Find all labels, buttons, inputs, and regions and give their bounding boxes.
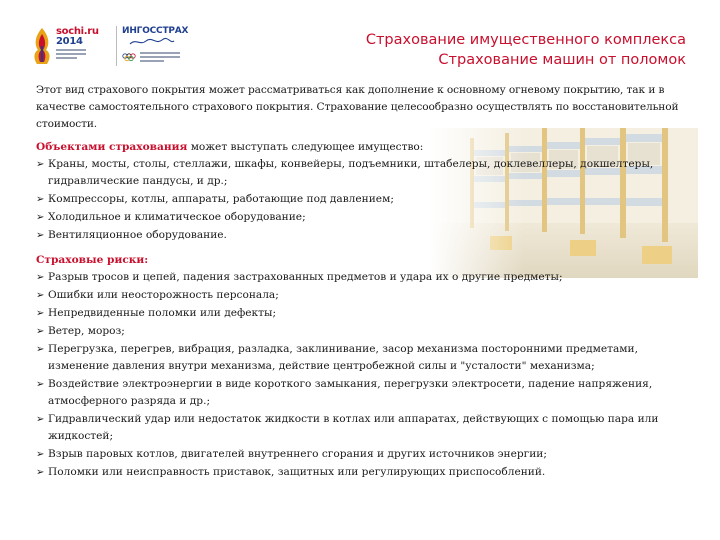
arrow-bullet-icon: ➢ — [36, 212, 45, 223]
objects-heading-title: Объектами страхования — [36, 141, 188, 153]
logo-divider — [116, 26, 117, 66]
sochi-2014-logo — [30, 24, 112, 68]
arrow-bullet-icon: ➢ — [36, 467, 45, 478]
intro-paragraph: Этот вид страхового покрытия может рассматриваться как дополнение к основному огневому покрытию, так и в качестве самостоятельного страхового покрытия. Страхование целесообразно осуществлять по восстановительной стоимости. — [36, 84, 679, 130]
arrow-bullet-icon: ➢ — [36, 290, 45, 301]
logo-block — [30, 20, 190, 72]
list-item: ➢ Компрессоры, котлы, аппараты, работающие под давлением; — [36, 191, 686, 208]
list-item: ➢ Холодильное и климатическое оборудование; — [36, 209, 686, 226]
list-item: ➢ Воздействие электроэнергии в виде короткого замыкания, перегрузки электросети, падение напряжения, атмосферного разряда и др.; — [36, 378, 653, 407]
olympic-rings-icon — [122, 52, 136, 62]
arrow-bullet-icon: ➢ — [36, 272, 45, 283]
arrow-bullet-icon: ➢ — [36, 230, 45, 241]
title-line-1: Страхование имущественного комплекса — [365, 32, 686, 48]
ingosstrakh-signature-icon — [128, 37, 176, 47]
list-item: ➢ Ветер, мороз; — [36, 323, 686, 340]
arrow-bullet-icon: ➢ — [36, 449, 45, 460]
arrow-bullet-icon: ➢ — [36, 326, 45, 337]
objects-list — [36, 156, 686, 244]
list-item: ➢ Гидравлический удар или недостаток жидкости в котлах или аппаратах, действующих с помощью пара или жидкостей; — [36, 413, 659, 442]
ingosstrakh-logo-fineprint — [140, 52, 180, 64]
arrow-bullet-icon: ➢ — [36, 344, 45, 355]
arrow-bullet-icon: ➢ — [36, 379, 45, 390]
objects-heading-rest: может выступать следующее имущество: — [187, 141, 424, 153]
list-item: ➢ Перегрузка, перегрев, вибрация, разладка, заклинивание, засор механизма посторонними предметами, изменение давления внутри механизма, действие центробежной силы и "усталости" механизма; — [36, 343, 638, 372]
risks-heading: Страховые риски: — [36, 254, 149, 266]
list-item: ➢ Ошибки или неосторожность персонала; — [36, 287, 686, 304]
objects-heading — [36, 139, 686, 156]
page-title — [366, 30, 686, 70]
ingosstrakh-logo — [122, 26, 188, 70]
list-item: ➢ Вентиляционное оборудование. — [36, 227, 686, 244]
arrow-bullet-icon: ➢ — [36, 308, 45, 319]
sochi-logo-fineprint — [56, 49, 86, 65]
arrow-bullet-icon: ➢ — [36, 194, 45, 205]
ingosstrakh-brand: ИНГОССТРАХ — [122, 26, 189, 36]
list-item: ➢ Поломки или неисправность приставок, защитных или регулирующих приспособлений. — [36, 464, 686, 481]
sochi-wordmark: sochi.ru 2014 — [56, 26, 99, 47]
list-item: ➢ Разрыв тросов и цепей, падения застрахованных предметов и удара их о другие предметы; — [36, 269, 686, 286]
list-item: ➢ Непредвиденные поломки или дефекты; — [36, 305, 686, 322]
main-content — [36, 82, 686, 482]
arrow-bullet-icon: ➢ — [36, 159, 45, 170]
risks-list — [36, 269, 686, 481]
title-line-2: Страхование машин от поломок — [438, 52, 686, 68]
list-item: ➢ Краны, мосты, столы, стеллажи, шкафы, конвейеры, подъемники, штабелеры, доклевеллеры, докшелтеры, гидравлические пандусы, и др.; — [36, 158, 654, 187]
arrow-bullet-icon: ➢ — [36, 414, 45, 425]
list-item: ➢ Взрыв паровых котлов, двигателей внутреннего сгорания и других источников энергии; — [36, 446, 686, 463]
olympic-flame-icon — [30, 26, 54, 68]
